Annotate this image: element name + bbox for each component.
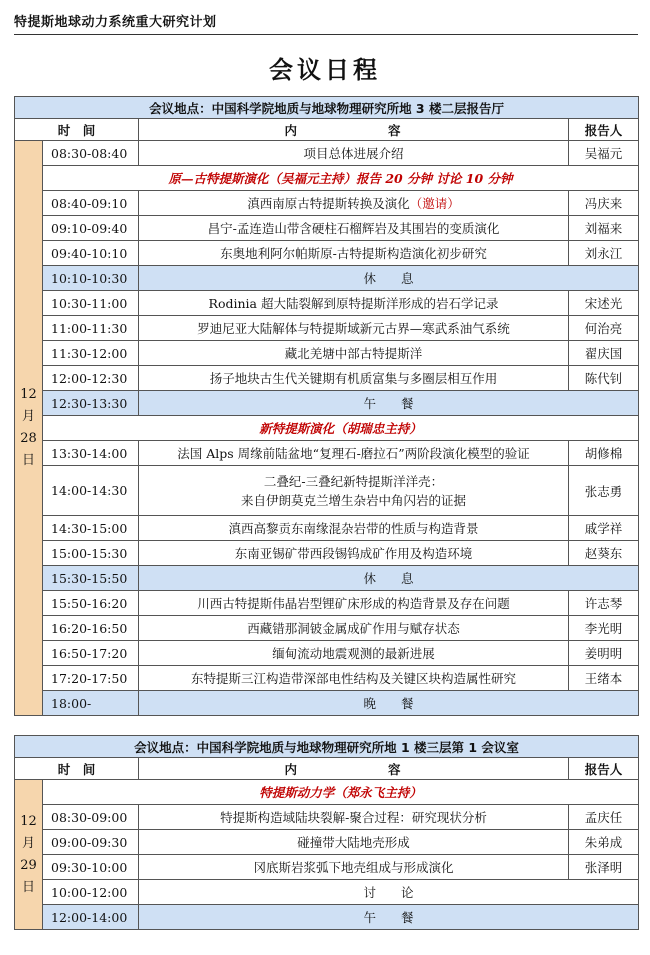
date-part: 12	[20, 387, 37, 402]
schedule-row	[15, 191, 639, 216]
talk-reporter: 王绪本	[569, 666, 639, 691]
break-time: 12:00-14:00	[43, 905, 139, 930]
talk-title-text: 冈底斯岩浆弧下地壳组成与形成演化	[253, 860, 454, 875]
talk-reporter: 戚学祥	[569, 516, 639, 541]
schedule-row	[15, 805, 639, 830]
talk-reporter: 刘永江	[569, 241, 639, 266]
talk-time: 09:10-09:40	[43, 216, 139, 241]
schedule-row	[15, 566, 639, 591]
column-header-content: 内 容	[139, 119, 569, 141]
talk-title	[139, 291, 569, 316]
schedule-row	[15, 316, 639, 341]
talk-title-note: （邀请）	[409, 196, 460, 211]
talk-reporter: 赵葵东	[569, 541, 639, 566]
date-part: 12	[20, 813, 37, 829]
talk-title-text: 川西古特提斯伟晶岩型锂矿床形成的构造背景及存在问题	[197, 596, 510, 611]
talk-title-text: 碰撞带大陆地壳形成	[297, 835, 410, 850]
talk-title	[139, 516, 569, 541]
date-part: 29	[20, 857, 37, 873]
schedule-row	[15, 141, 639, 166]
schedule-row	[15, 616, 639, 641]
break-label: 午 餐	[139, 391, 639, 416]
header-row	[15, 758, 639, 780]
date-part: 日	[21, 453, 35, 468]
talk-time: 11:30-12:00	[43, 341, 139, 366]
date-part: 28	[20, 431, 37, 446]
break-label: 午 餐	[139, 905, 639, 930]
talk-title-text: 藏北羌塘中部古特提斯洋	[284, 346, 423, 361]
column-header-time: 时 间	[15, 758, 139, 780]
break-time: 10:10-10:30	[43, 266, 139, 291]
talk-title-text: 东奥地利阿尔帕斯原-古特提斯构造演化初步研究	[220, 246, 487, 261]
talk-title	[139, 441, 569, 466]
talk-time: 14:30-15:00	[43, 516, 139, 541]
talk-time: 10:30-11:00	[43, 291, 139, 316]
talk-title	[139, 316, 569, 341]
break-time: 15:30-15:50	[43, 566, 139, 591]
talk-time: 09:40-10:10	[43, 241, 139, 266]
column-header-time: 时 间	[15, 119, 139, 141]
date-cell	[15, 780, 43, 930]
schedule-row	[15, 166, 639, 191]
slot-label: 讨 论	[139, 880, 639, 905]
location-text: 会议地点：中国科学院地质与地球物理研究所地 1 楼三层第 1 会议室	[15, 736, 639, 758]
talk-title-text: 东特提斯三江构造带深部电性结构及关键区块构造属性研究	[190, 671, 516, 686]
talk-title	[139, 830, 569, 855]
header-row	[15, 119, 639, 141]
schedule-row	[15, 391, 639, 416]
break-label: 休 息	[139, 566, 639, 591]
talk-title-text: Rodinia 超大陆裂解到原特提斯洋形成的岩石学记录	[208, 296, 499, 311]
talk-title	[139, 341, 569, 366]
location-text: 会议地点：中国科学院地质与地球物理研究所地 3 楼二层报告厅	[15, 97, 639, 119]
talk-time: 16:50-17:20	[43, 641, 139, 666]
talk-title-line: 二叠纪-三叠纪新特提斯洋洋壳：	[263, 473, 444, 489]
schedule-row	[15, 241, 639, 266]
schedule-row	[15, 466, 639, 516]
session-title: 新特提斯演化（胡瑞忠主持）	[43, 416, 639, 441]
talk-time: 09:30-10:00	[43, 855, 139, 880]
schedule-row	[15, 591, 639, 616]
talk-title	[139, 616, 569, 641]
talk-time: 15:00-15:30	[43, 541, 139, 566]
running-header: 特提斯地球动力系统重大研究计划	[14, 12, 638, 35]
break-time: 12:30-13:30	[43, 391, 139, 416]
talk-title	[139, 666, 569, 691]
talk-reporter: 陈代钊	[569, 366, 639, 391]
session-title: 特提斯动力学（郑永飞主持）	[43, 780, 639, 805]
talk-time: 16:20-16:50	[43, 616, 139, 641]
talk-reporter: 吴福元	[569, 141, 639, 166]
talk-title	[139, 216, 569, 241]
talk-time: 17:20-17:50	[43, 666, 139, 691]
talk-title-text: 特提斯构造域陆块裂解-聚合过程：研究现状分析	[220, 810, 487, 825]
talk-time: 14:00-14:30	[43, 466, 139, 516]
schedule-row	[15, 880, 639, 905]
talk-title-text: 扬子地块古生代关键期有机质富集与多圈层相互作用	[209, 371, 498, 386]
talk-reporter: 张志勇	[569, 466, 639, 516]
schedule-row	[15, 516, 639, 541]
schedule-row	[15, 666, 639, 691]
schedule-row	[15, 416, 639, 441]
talk-title	[139, 141, 569, 166]
talk-title-text: 项目总体进展介绍	[303, 146, 404, 161]
talk-title	[139, 366, 569, 391]
talk-title	[139, 191, 569, 216]
location-row	[15, 97, 639, 119]
schedule-row	[15, 341, 639, 366]
talk-time: 15:50-16:20	[43, 591, 139, 616]
talk-title	[139, 591, 569, 616]
talk-reporter: 何治亮	[569, 316, 639, 341]
break-label: 休 息	[139, 266, 639, 291]
talk-time: 08:40-09:10	[43, 191, 139, 216]
talk-title-text: 滇西南原古特提斯转换及演化	[247, 196, 410, 211]
schedule-row	[15, 441, 639, 466]
talk-reporter: 李光明	[569, 616, 639, 641]
talk-reporter: 许志琴	[569, 591, 639, 616]
talk-title-text: 法国 Alps 周缘前陆盆地“复理石-磨拉石”两阶段演化模型的验证	[177, 446, 530, 461]
talk-reporter: 朱弟成	[569, 830, 639, 855]
talk-title	[139, 805, 569, 830]
talk-time: 13:30-14:00	[43, 441, 139, 466]
talk-reporter: 姜明明	[569, 641, 639, 666]
location-row	[15, 736, 639, 758]
schedule-row	[15, 830, 639, 855]
session-title: 原—古特提斯演化（吴福元主持）报告 20 分钟 讨论 10 分钟	[43, 166, 639, 191]
talk-reporter: 张泽明	[569, 855, 639, 880]
talk-reporter: 胡修棉	[569, 441, 639, 466]
talk-title-text: 罗迪尼亚大陆解体与特提斯域新元古界—寒武系油气系统	[197, 321, 510, 336]
schedule-table-day1	[14, 96, 639, 716]
talk-time: 12:00-12:30	[43, 366, 139, 391]
column-header-content: 内 容	[139, 758, 569, 780]
talk-reporter: 宋述光	[569, 291, 639, 316]
schedule-row	[15, 366, 639, 391]
date-part: 月	[21, 409, 35, 424]
schedule-row	[15, 216, 639, 241]
talk-title-text: 东南亚锡矿带西段锡钨成矿作用及构造环境	[234, 546, 473, 561]
column-header-reporter: 报告人	[569, 119, 639, 141]
schedule-row	[15, 266, 639, 291]
schedule-row	[15, 905, 639, 930]
talk-title	[139, 641, 569, 666]
talk-title-text: 缅甸流动地震观测的最新进展	[272, 646, 435, 661]
talk-title	[139, 541, 569, 566]
schedule-row	[15, 541, 639, 566]
date-cell	[15, 141, 43, 716]
break-label: 晚 餐	[139, 691, 639, 716]
schedule-row	[15, 780, 639, 805]
page-title: 会议日程	[269, 55, 381, 84]
schedule-row	[15, 855, 639, 880]
schedule-row	[15, 641, 639, 666]
date-part: 月	[21, 835, 35, 851]
column-header-reporter: 报告人	[569, 758, 639, 780]
slot-time: 10:00-12:00	[43, 880, 139, 905]
schedule-table-day2	[14, 735, 639, 930]
talk-reporter: 刘福来	[569, 216, 639, 241]
talk-title-text: 西藏错那洞铍金属成矿作用与赋存状态	[247, 621, 460, 636]
talk-title-line: 来自伊朗莫克兰增生杂岩中角闪岩的证据	[240, 492, 466, 508]
talk-title	[139, 241, 569, 266]
talk-title-text: 滇西高黎贡东南缘混杂岩带的性质与构造背景	[228, 521, 479, 536]
talk-title	[139, 855, 569, 880]
talk-reporter: 翟庆国	[569, 341, 639, 366]
date-part: 日	[21, 879, 35, 895]
talk-title	[139, 466, 569, 516]
talk-time: 11:00-11:30	[43, 316, 139, 341]
talk-reporter: 冯庆来	[569, 191, 639, 216]
schedule-row	[15, 291, 639, 316]
break-time: 18:00-	[43, 691, 139, 716]
talk-reporter: 孟庆任	[569, 805, 639, 830]
talk-time: 09:00-09:30	[43, 830, 139, 855]
talk-title-text: 昌宁-孟连造山带含硬柱石榴辉岩及其围岩的变质演化	[207, 221, 500, 236]
schedule-row	[15, 691, 639, 716]
talk-time: 08:30-09:00	[43, 805, 139, 830]
talk-time: 08:30-08:40	[43, 141, 139, 166]
